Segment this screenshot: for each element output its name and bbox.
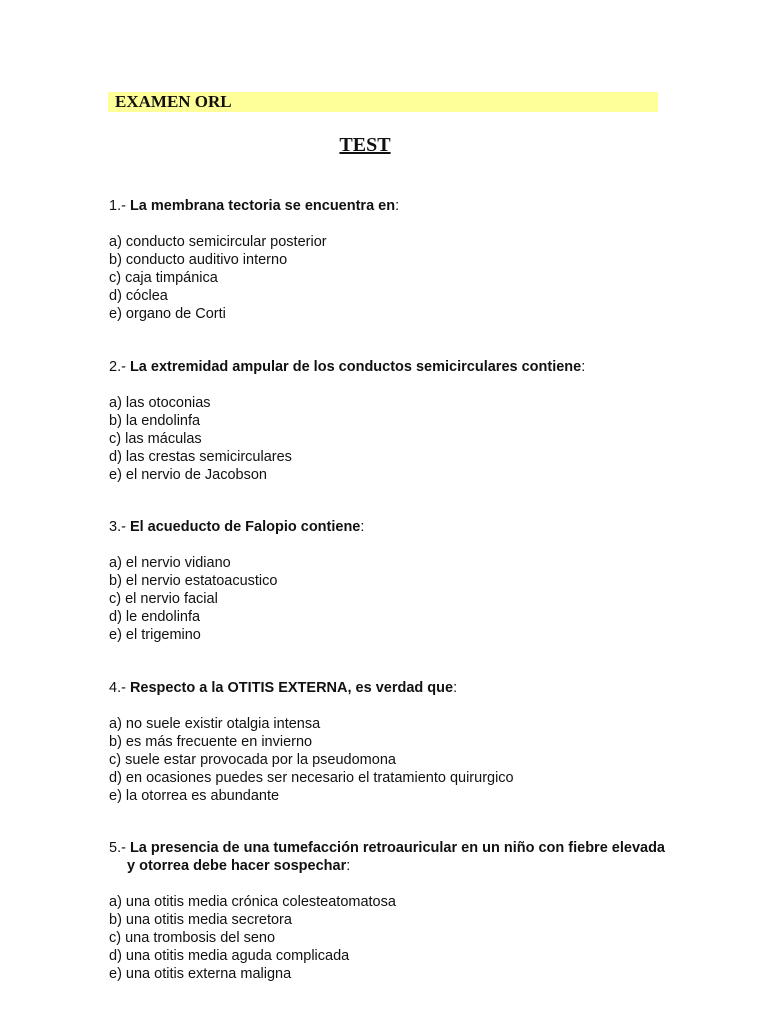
answer-option: c) el nervio facial	[109, 591, 218, 607]
answer-option: b) es más frecuente en invierno	[109, 734, 313, 750]
answer-option: e) la otorrea es abundante	[109, 788, 280, 804]
question-text	[109, 358, 669, 376]
question-text	[109, 197, 669, 215]
section-heading: TEST	[339, 134, 391, 156]
answer-option: a) conducto semicircular posterior	[109, 234, 327, 250]
answer-option: e) el trigemino	[109, 627, 201, 643]
question-colon: :	[395, 198, 400, 214]
question-stem: El acueducto de Falopio contiene	[129, 519, 361, 535]
answer-option: d) una otitis media aguda complicada	[109, 948, 350, 964]
answer-option: a) el nervio vidiano	[109, 555, 231, 571]
question-number: 1.-	[109, 198, 126, 214]
answer-option: a) no suele existir otalgia intensa	[109, 716, 321, 732]
answer-option: c) caja timpánica	[109, 270, 218, 286]
question-number: 3.-	[109, 519, 126, 535]
question-number: 2.-	[109, 359, 126, 375]
question-stem: Respecto a la OTITIS EXTERNA, es verdad que	[129, 680, 454, 696]
question-4	[109, 679, 669, 805]
answer-option: d) cóclea	[109, 288, 168, 304]
answer-option: d) le endolinfa	[109, 609, 201, 625]
question-colon: :	[581, 359, 586, 375]
question-1	[109, 197, 669, 323]
answer-option: e) organo de Corti	[109, 306, 226, 322]
question-stem: La presencia de una tumefacción retroauricular en un niño con fiebre elevada y otorrea debe hacer sospechar	[127, 840, 665, 874]
answer-option: b) la endolinfa	[109, 413, 201, 429]
answer-option: a) una otitis media crónica colesteatomatosa	[109, 894, 396, 910]
question-number: 5.-	[109, 840, 126, 856]
question-colon: :	[453, 680, 458, 696]
question-text	[109, 518, 669, 536]
answer-option: a) las otoconias	[109, 395, 211, 411]
question-stem: La extremidad ampular de los conductos semicirculares contiene	[129, 359, 582, 375]
question-colon: :	[346, 858, 351, 874]
question-2	[109, 358, 669, 484]
question-text	[109, 679, 669, 697]
answer-option: b) conducto auditivo interno	[109, 252, 288, 268]
exam-title: EXAMEN ORL	[115, 92, 232, 111]
answer-option: c) suele estar provocada por la pseudomona	[109, 752, 396, 768]
answer-option: c) las máculas	[109, 431, 202, 447]
question-5	[109, 839, 669, 983]
answer-option: d) en ocasiones puedes ser necesario el tratamiento quirurgico	[109, 770, 514, 786]
question-colon: :	[360, 519, 365, 535]
answer-option: d) las crestas semicirculares	[109, 449, 292, 465]
question-text	[109, 839, 669, 875]
answer-option: b) el nervio estatoacustico	[109, 573, 278, 589]
answer-option: c) una trombosis del seno	[109, 930, 276, 946]
title-highlight	[108, 92, 658, 112]
answer-option: e) una otitis externa maligna	[109, 966, 292, 982]
question-stem: La membrana tectoria se encuentra en	[129, 198, 396, 214]
question-3	[109, 518, 669, 644]
answer-option: e) el nervio de Jacobson	[109, 467, 267, 483]
answer-option: b) una otitis media secretora	[109, 912, 292, 928]
question-number: 4.-	[109, 680, 126, 696]
